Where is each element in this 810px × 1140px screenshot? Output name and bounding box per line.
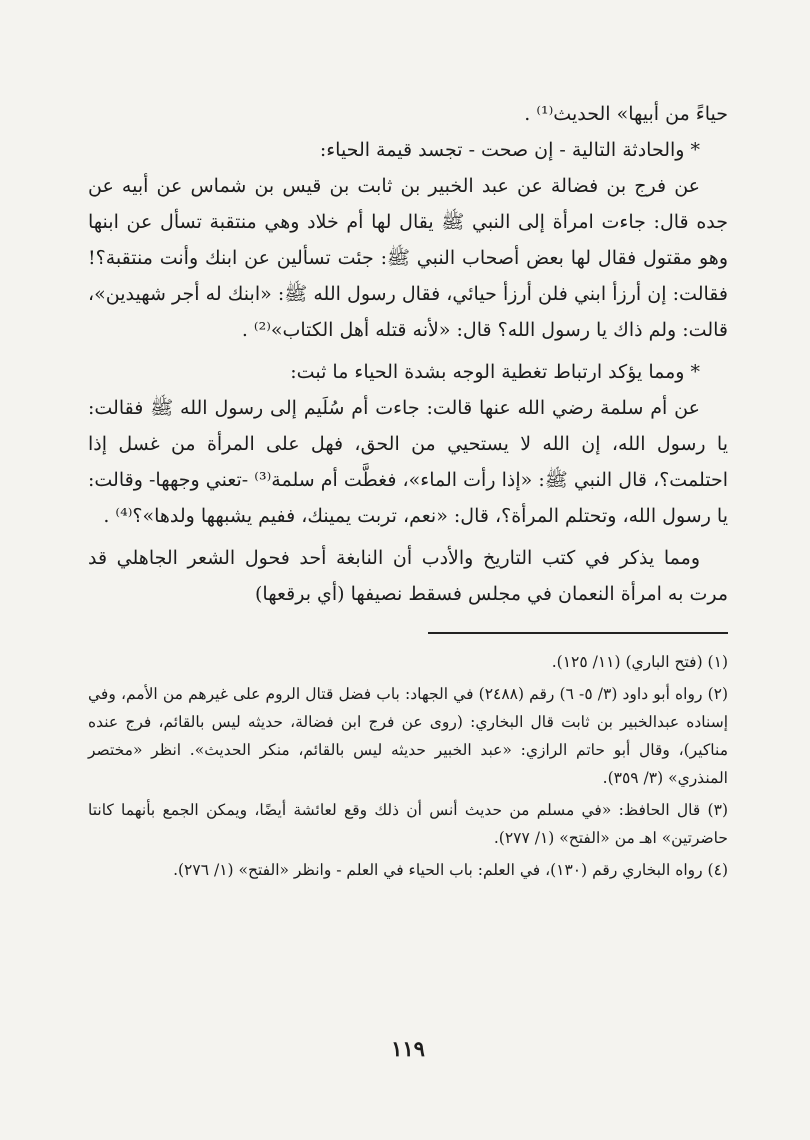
paragraph-6: ومما يذكر في كتب التاريخ والأدب أن النابغة أحد فحول الشعر الجاهلي قد مرت به امرأة النعمان في مجلس فسقط نصيفها (أي برقعها) — [88, 547, 728, 605]
footnote-1: (١) (فتح الباري) (١١/ ١٢٥). — [551, 653, 728, 671]
page-number: ١١٩ — [391, 1036, 425, 1061]
paragraph-4: * ومما يؤكد ارتباط تغطية الوجه بشدة الحياء ما ثبت: — [290, 361, 700, 383]
footnote-2: (٢) رواه أبو داود (٣/ ٥- ٦) رقم (٢٤٨٨) في الجهاد: باب فضل قتال الروم على غيرهم من الأمم، وفي إسناده عبدالخبير بن ثابت قال البخاري: (روى عن فرج ابن فضالة، حديثه ليس بالقائم، فرج عنده مناكير)، وقال أبو حاتم الرازي: «عبد الخبير حديثه ليس بالقائم، منكر الحديث». انظر «مختصر المنذري» (٣/ ٣٥٩). — [88, 685, 729, 787]
book-page — [88, 96, 728, 1106]
footnotes — [88, 648, 728, 884]
main-text — [88, 96, 728, 612]
paragraph-2: * والحادثة التالية - إن صحت - تجسد قيمة الحياء: — [319, 139, 700, 161]
paragraph-3: عن فرج بن فضالة عن عبد الخبير بن ثابت بن قيس بن شماس عن أبيه عن جده قال: جاءت امرأة إلى النبي ﷺ يقال لها أم خلاد وهي منتقبة تسأل عن ابنها وهو مقتول فقال لها بعض أصحاب النبي ﷺ: جئت تسألين عن ابنك وأنت منتقبة؟! فقالت: إن أرزأ ابني فلن أرزأ حيائي، فقال رسول الله ﷺ: «ابنك له أجر شهيدين»، قالت: ولم ذاك يا رسول الله؟ قال: «لأنه قتله أهل الكتاب»⁽²⁾ . — [88, 175, 728, 341]
footnote-3: (٣) قال الحافظ: «في مسلم من حديث أنس أن ذلك وقع لعائشة أيضًا، ويمكن الجمع بأنهما كانتا حاضرتين» اهـ من «الفتح» (١/ ٢٧٧). — [88, 801, 728, 847]
paragraph-1: حياءً من أبيها» الحديث⁽¹⁾ . — [524, 103, 728, 125]
paragraph-5: عن أم سلمة رضي الله عنها قالت: جاءت أم سُلَيم إلى رسول الله ﷺ فقالت: يا رسول الله، إن الله لا يستحيي من الحق، فهل على المرأة من غسل إذا احتلمت؟، قال النبي ﷺ: «إذا رأت الماء»، فغطَّت أم سلمة⁽³⁾ -تعني وجهها- وقالت: يا رسول الله، وتحتلم المرأة؟، قال: «نعم، تربت يمينك، ففيم يشبهها ولدها»؟⁽⁴⁾ . — [88, 397, 728, 527]
footnote-divider — [428, 632, 728, 634]
footnote-4: (٤) رواه البخاري رقم (١٣٠)، في العلم: باب الحياء في العلم - وانظر «الفتح» (١/ ٢٧٦). — [173, 861, 728, 879]
